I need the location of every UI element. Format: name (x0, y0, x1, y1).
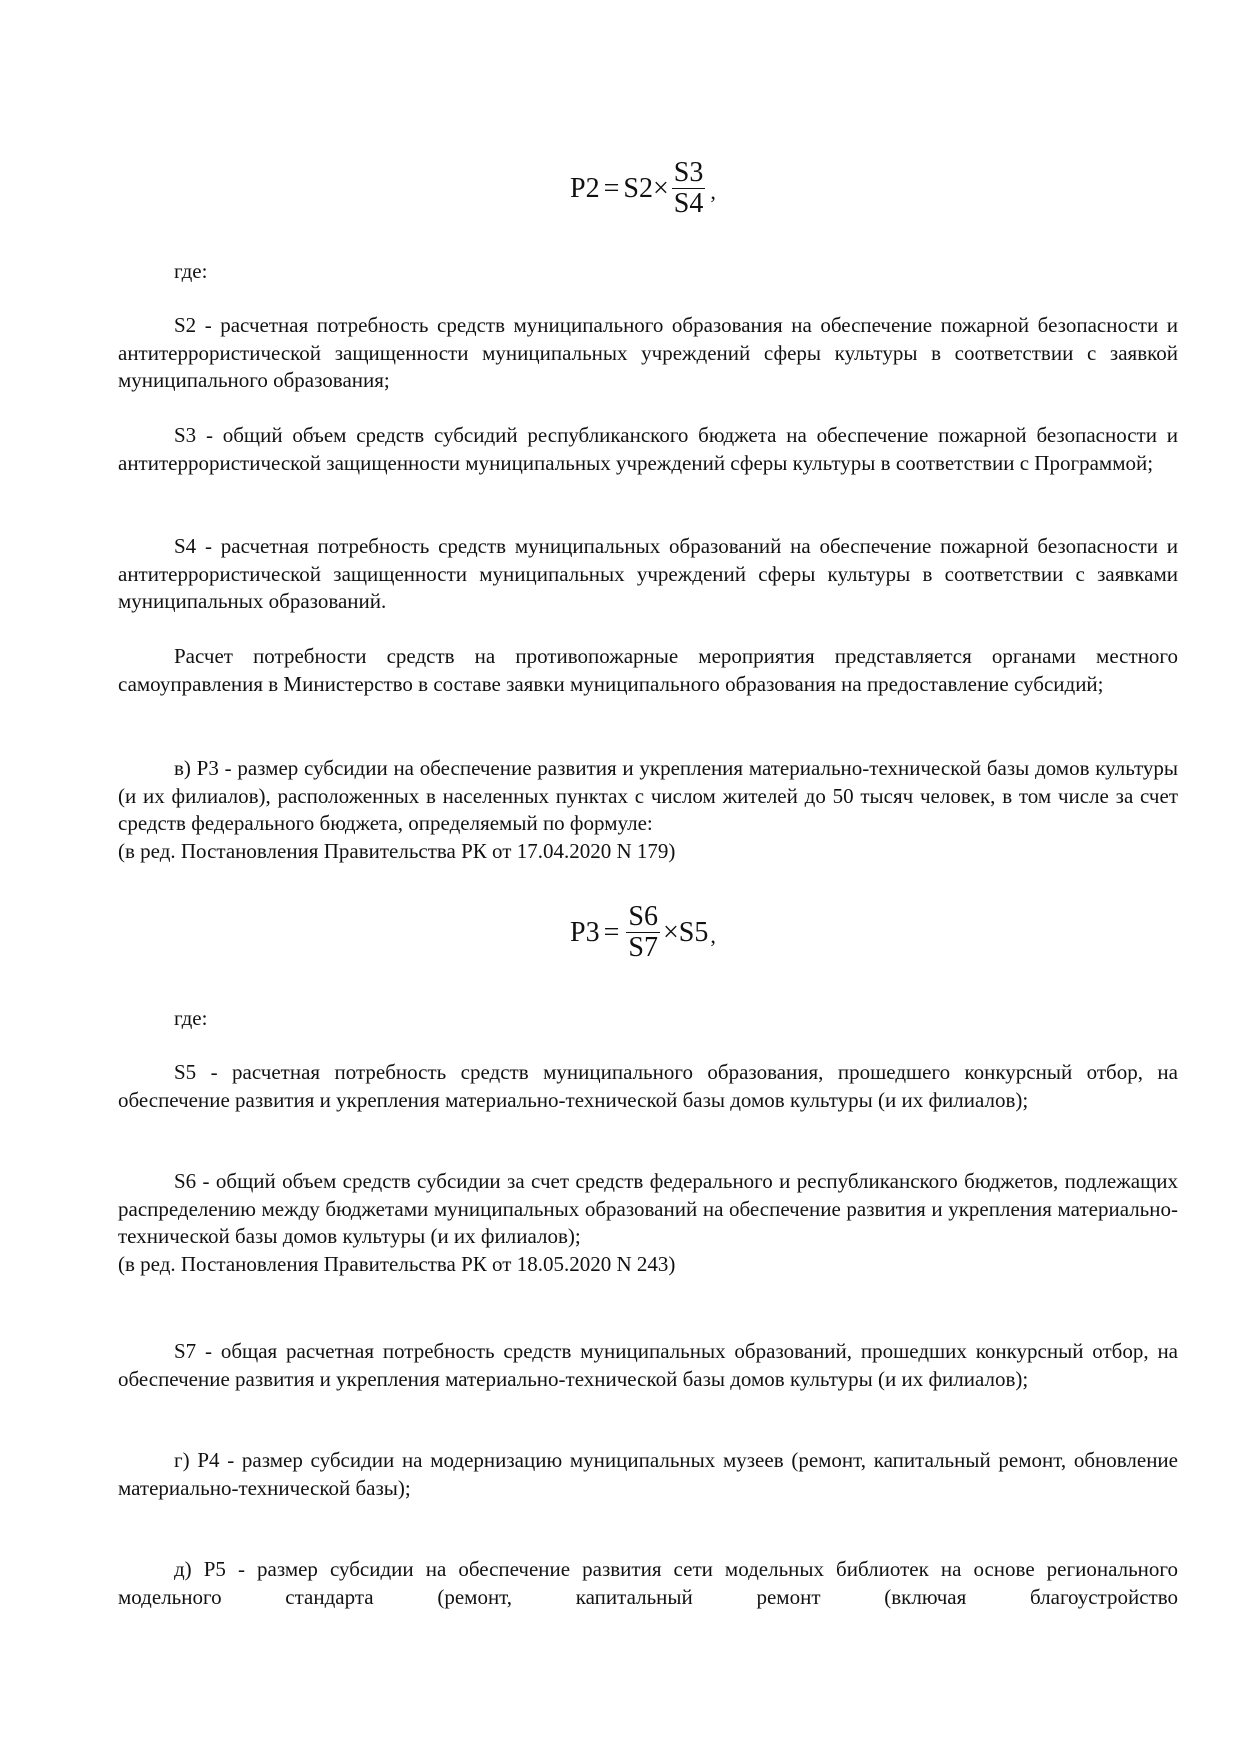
fraction-numerator: S6 (628, 901, 658, 932)
paragraph-item-g: г) P4 - размер субсидии на модернизацию муниципальных музеев (ремонт, капитальный ремонт, обновление материально-технической базы); (118, 1448, 1178, 1500)
where-label: где: (174, 259, 208, 283)
formula-operator: = (603, 172, 620, 204)
formula-term: S2 (623, 172, 653, 204)
paragraph-calculation: Расчет потребности средств на противопожарные мероприятия представляется органами местного самоуправления в Министерство в составе заявки муниципального образования на предоставление субсидий; (118, 644, 1178, 696)
fraction-denominator: S4 (673, 188, 704, 219)
paragraph-s2: S2 - расчетная потребность средств муниципального образования на обеспечение пожарной безопасности и антитеррористической защищенности муниципальных учреждений сферы культуры в соответствии с заявкой муниципального образования; (118, 313, 1178, 392)
formula-comma: , (710, 179, 716, 204)
formula-operator: = (603, 916, 620, 948)
formula-term: S5 (678, 916, 709, 948)
formula-operator: × (662, 916, 679, 948)
paragraph-item-d: д) P5 - размер субсидии на обеспечение развития сети модельных библиотек на основе регионального модельного стандарта (ремонт, капитальный ремонт (включая благоустройство (118, 1557, 1178, 1609)
formula-p2 (570, 158, 716, 219)
paragraph-item-v: в) P3 - размер субсидии на обеспечение развития и укрепления материально-технической базы домов культуры (и их филиалов), расположенных в населенных пунктах с числом жителей до 50 тысяч человек, в том числе за счет средств федерального бюджета, определяемый по формуле: (в ред. Постановления Правительства РК от 17.04.2020 N 179) (118, 755, 1178, 865)
paragraph-s6: S6 - общий объем средств субсидии за счет средств федерального и республиканского бюджетов, подлежащих распределению между бюджетами муниципальных образований на обеспечение развития и укрепления материально-технической базы домов культуры (и их филиалов); (в ред. Постановления Правительства РК от 18.05.2020 N 243) (118, 1168, 1178, 1278)
paragraph-s3: S3 - общий объем средств субсидий республиканского бюджета на обеспечение пожарной безопасности и антитеррористической защищенности муниципальных учреждений сферы культуры в соответствии с Программой; (118, 423, 1178, 475)
formula-operator: × (652, 172, 669, 204)
formula-fraction (672, 158, 706, 219)
formula-term: P3 (570, 916, 600, 948)
fraction-denominator: S7 (628, 932, 658, 963)
formula-comma: , (710, 923, 716, 948)
where-label: где: (174, 1006, 208, 1030)
amendment-note: (в ред. Постановления Правительства РК от 17.04.2020 N 179) (118, 838, 676, 863)
fraction-numerator: S3 (673, 157, 704, 188)
formula-fraction (626, 902, 660, 963)
formula-term: P2 (570, 172, 600, 204)
paragraph-s7: S7 - общая расчетная потребность средств муниципальных образований, прошедших конкурсный отбор, на обеспечение развития и укрепления материально-технической базы домов культуры (и их филиалов); (118, 1339, 1178, 1391)
amendment-note: (в ред. Постановления Правительства РК от 18.05.2020 N 243) (118, 1251, 676, 1276)
formula-p3 (570, 902, 716, 963)
paragraph-s5: S5 - расчетная потребность средств муниципального образования, прошедшего конкурсный отбор, на обеспечение развития и укрепления материально-технической базы домов культуры (и их филиалов); (118, 1060, 1178, 1112)
paragraph-s4: S4 - расчетная потребность средств муниципальных образований на обеспечение пожарной безопасности и антитеррористической защищенности муниципальных учреждений сферы культуры в соответствии с заявками муниципальных образований. (118, 534, 1178, 613)
